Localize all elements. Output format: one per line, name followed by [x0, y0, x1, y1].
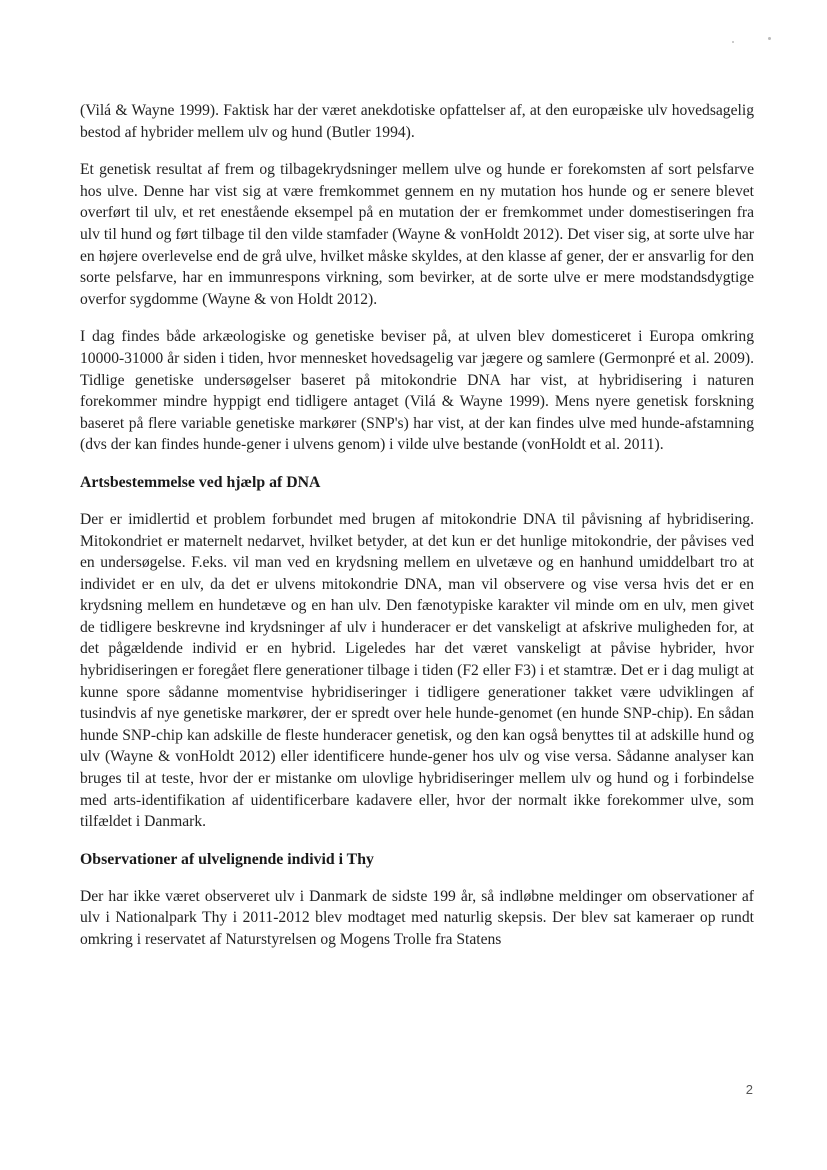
- section-heading-observations-thy: Observationer af ulvelignende individ i Thy: [80, 850, 374, 868]
- paragraph-black-fur: Et genetisk resultat af frem og tilbagekrydsninger mellem ulve og hunde er forekomsten af sort pelsfarve hos ulve. Denne har vist sig at være fremkommet gennem en ny mutation hos hunde og er senere blevet overført til ulv, et ret enestående eksempel på en mutation der er fremkommet under domestiseringen fra ulv til hund og ført tilbage til den vilde stamfader (Wayne & vonHoldt 2012). Det viser sig, at sorte ulve har en højere overlevelse end de grå ulve, hvilket måske skyldes, at den klasse af gener, der er ansvarlig for den sorte pelsfarve, har en immunrespons virkning, som bevirker, at de sorte ulve er mere modstandsdygtige overfor sygdomme (Wayne & von Holdt 2012).: [80, 161, 754, 308]
- paragraph-dna-species-identification: Der er imidlertid et problem forbundet med brugen af mitokondrie DNA til påvisning af hybridisering. Mitokondriet er maternelt nedarvet, hvilket betyder, at det kun er det hunlige mitokondrie, der påvises ved en undersøgelse. F.eks. vil man ved en krydsning mellem en ulvetæve og en hanhund umiddelbart tro at individet er en ulv, da det er ulvens mitokondrie DNA, man vil observere og vise versa hvis det er en krydsning mellem en hundetæve og en han ulv. Den fænotypiske karakter vil minde om en ulv, men givet de tidligere beskrevne ind krydsninger af ulv i hunderacer er det vanskeligt at afskrive muligheden for, at det pågældende individ er en hybrid. Ligeledes har det været vanskeligt at påvise hybrider, hvor hybridiseringen er foregået flere generationer tilbage i tiden (F2 eller F3) i et stamtræ. Det er i dag muligt at kunne spore sådanne momentvise hybridiseringer i tidligere generationer takket være udviklingen af tusindvis af nye genetiske markører, der er spredt over hele hunde-genomet (en hunde SNP-chip). En sådan hunde SNP-chip kan adskille de fleste hunderacer genetisk, og den kan også benyttes til at adskille hund og ulv (Wayne & vonHoldt 2012) eller identificere hunde-gener hos ulv og vise versa. Sådanne analyser kan bruges til at teste, hvor der er mistanke om ulovlige hybridiseringer mellem ulv og hund og i forbindelse med arts-identifikation af uidentificerbare kadavere eller, hvor der normalt ikke forekommer ulve, som tilfældet i Danmark.: [80, 510, 754, 831]
- scan-speck: [732, 41, 734, 43]
- scan-speck: [768, 37, 771, 40]
- paragraph-observations-thy: Der har ikke været observeret ulv i Danmark de sidste 199 år, så indløbne meldinger om observationer af ulv i Nationalpark Thy i 2011-2012 blev modtaget med naturlig skepsis. Der blev sat kameraer op rundt omkring i reservatet af Naturstyrelsen og Mogens Trolle fra Statens: [80, 887, 754, 948]
- paragraph-domestication-evidence: I dag findes både arkæologiske og genetiske beviser på, at ulven blev domesticeret i Europa omkring 10000-31000 år siden i tiden, hvor mennesket hovedsagelig var jægere og samlere (Germonpré et al. 2009). Tidlige genetiske undersøgelser baseret på mitokondrie DNA har vist, at hybridisering i naturen forekommer mindre hyppigt end tidligere antaget (Vilá & Wayne 1999). Mens nyere genetisk forskning baseret på flere variable genetiske markører (SNP's) har vist, at der kan findes ulve med hunde-afstamning (dvs der kan findes hunde-gener i ulvens genom) i vilde ulve bestande (vonHoldt et al. 2011).: [80, 328, 754, 454]
- section-heading-dna: Artsbestemmelse ved hjælp af DNA: [80, 473, 321, 491]
- page-number: 2: [745, 1082, 753, 1097]
- document-page: [80, 100, 754, 967]
- paragraph-intro-continuation: (Vilá & Wayne 1999). Faktisk har der været anekdotiske opfattelser af, at den europæiske ulv hovedsagelig bestod af hybrider mellem ulv og hund (Butler 1994).: [80, 102, 754, 141]
